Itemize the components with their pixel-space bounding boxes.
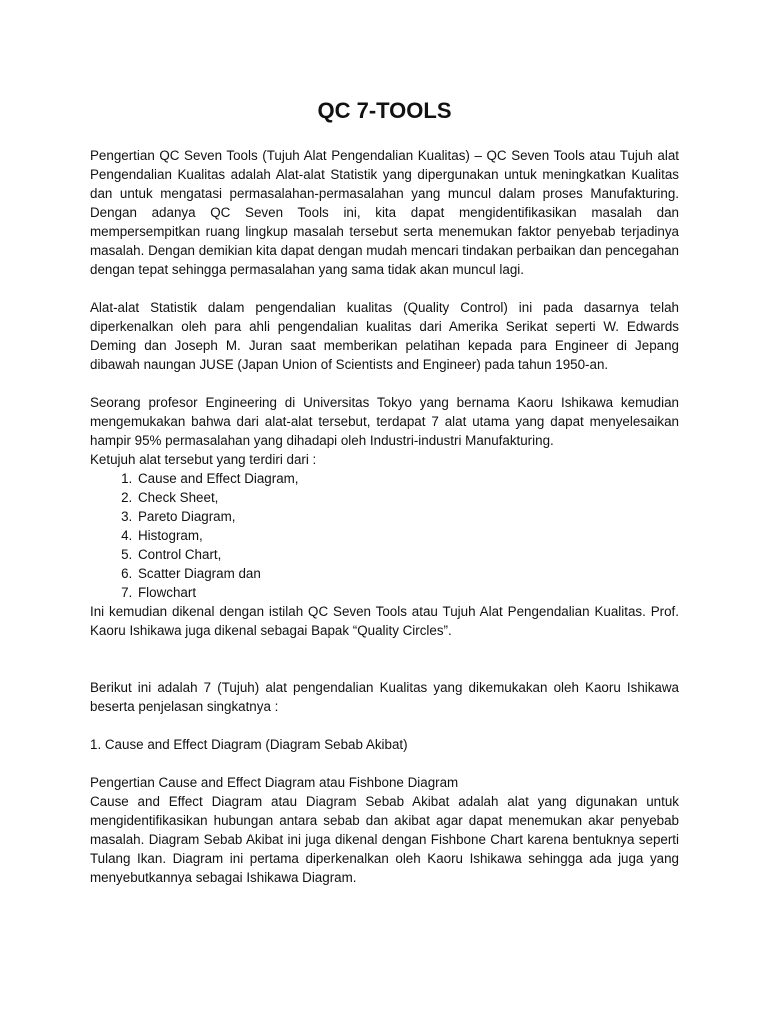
subheading: Pengertian Cause and Effect Diagram atau Fishbone Diagram [90, 775, 459, 790]
spacer [90, 279, 679, 298]
paragraph-definition: Pengertian QC Seven Tools (Tujuh Alat Pengendalian Kualitas) – QC Seven Tools atau Tujuh alat Pengendalian Kualitas adalah Alat-alat Statistik yang dipergunakan untuk meningkatkan Kualitas dan untuk mengatasi permasalahan-permasalahan yang muncul dalam proses Manufakturing. Dengan adanya QC Seven Tools ini, kita dapat mengidentifikasikan masalah dan mempersempitkan ruang lingkup masalah tersebut serta menemukan faktor penyebab terjadinya masalah. Dengan demikian kita dapat dengan mudah mencari tindakan perbaikan dan pencegahan dengan tepat sehingga permasalahan yang sama tidak akan muncul lagi. [90, 148, 679, 277]
list-item: 7. Flowchart [136, 583, 679, 602]
spacer [90, 716, 679, 735]
list-item: 3. Pareto Diagram, [136, 507, 679, 526]
paragraph-quality-circles: Ini kemudian dikenal dengan istilah QC Seven Tools atau Tujuh Alat Pengendalian Kualitas. Prof. Kaoru Ishikawa juga dikenal sebagai Bapak “Quality Circles”. [90, 604, 679, 638]
list-item: 1. Cause and Effect Diagram, [136, 469, 679, 488]
paragraph-ishikawa: Seorang profesor Engineering di Universitas Tokyo yang bernama Kaoru Ishikawa kemudian mengemukakan bahwa dari alat-alat tersebut, terdapat 7 alat utama yang dapat menyelesaikan hampir 95% permasalahan yang dihadapi oleh Industri-industri Manufakturing. [90, 395, 679, 448]
paragraph-intro-tools: Berikut ini adalah 7 (Tujuh) alat pengendalian Kualitas yang dikemukakan oleh Kaoru Ishikawa beserta penjelasan singkatnya : [90, 680, 679, 714]
spacer [90, 754, 679, 773]
list-intro: Ketujuh alat tersebut yang terdiri dari : [90, 452, 317, 467]
list-item: 6. Scatter Diagram dan [136, 564, 679, 583]
list-item: 5. Control Chart, [136, 545, 679, 564]
spacer [90, 374, 679, 393]
paragraph-history: Alat-alat Statistik dalam pengendalian kualitas (Quality Control) ini pada dasarnya telah diperkenalkan oleh para ahli pengendalian kualitas dari Amerika Serikat seperti W. Edwards Deming dan Joseph M. Juran saat memberikan pelatihan kepada para Engineer di Jepang dibawah naungan JUSE (Japan Union of Scientists and Engineer) pada tahun 1950-an. [90, 300, 679, 372]
list-item: 4. Histogram, [136, 526, 679, 545]
document-title: QC 7-TOOLS [317, 98, 452, 123]
paragraph-fishbone: Cause and Effect Diagram atau Diagram Sebab Akibat adalah alat yang digunakan untuk mengidentifikasikan hubungan antara sebab dan akibat agar dapat menemukan akar penyebab masalah. Diagram Sebab Akibat ini juga dikenal dengan Fishbone Chart karena bentuknya seperti Tulang Ikan. Diagram ini pertama diperkenalkan oleh Kaoru Ishikawa sehingga ada juga yang menyebutkannya sebagai Ishikawa Diagram. [90, 794, 679, 885]
section-heading: 1. Cause and Effect Diagram (Diagram Sebab Akibat) [90, 737, 408, 752]
spacer [90, 640, 679, 678]
list-item: 2. Check Sheet, [136, 488, 679, 507]
tools-list [90, 469, 679, 602]
